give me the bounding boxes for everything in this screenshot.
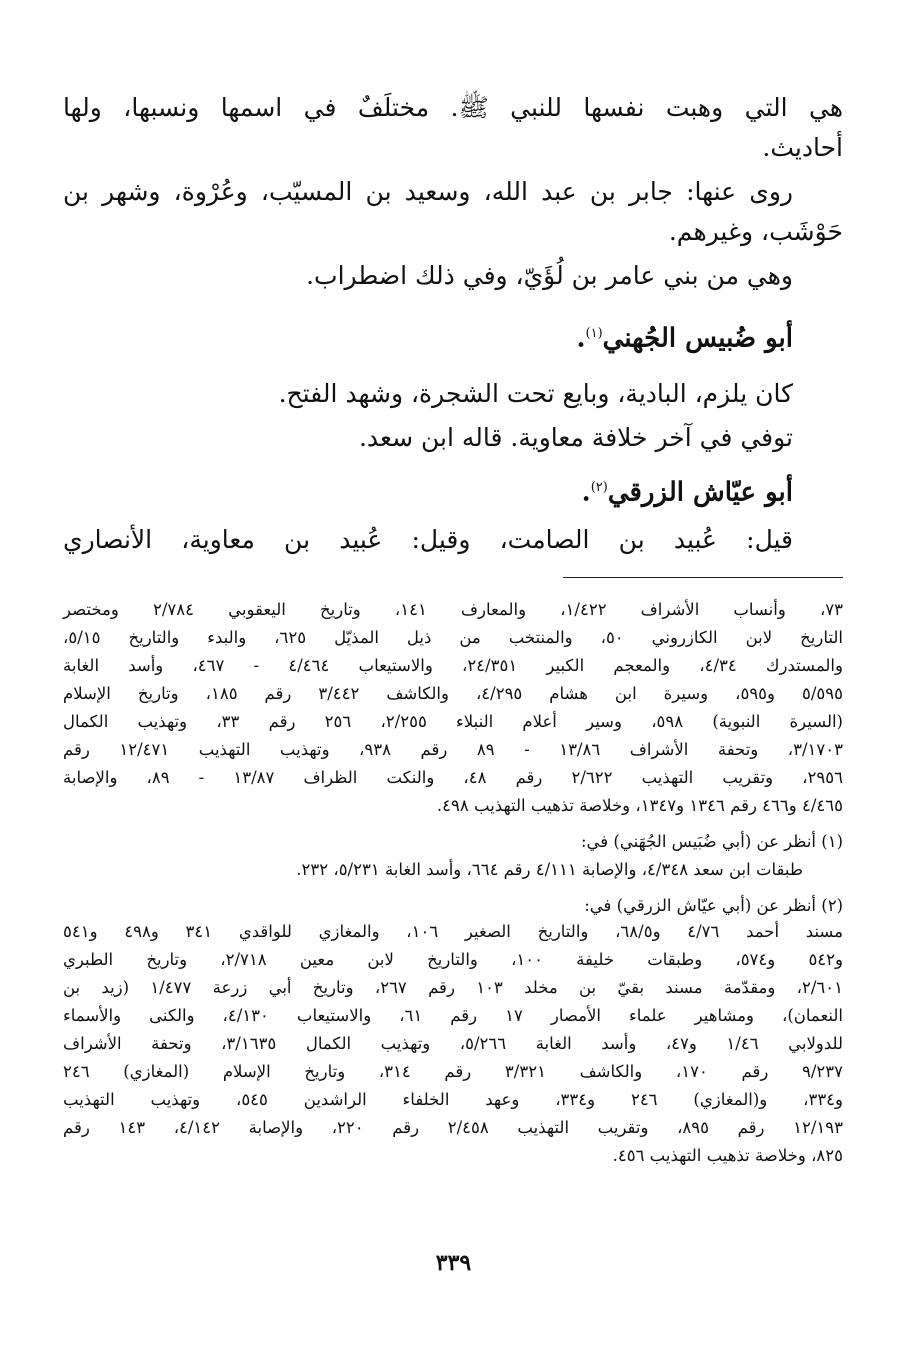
text-line: هي التي وهبت نفسها للنبي ﷺ. مختلَفٌ في اسمها ونسبها، ولها <box>63 93 843 122</box>
text-line: روى عنها: جابر بن عبد الله، وسعيد بن المسيّب، وعُرْوة، وشهر بن <box>63 177 793 206</box>
text-line: أحاديث. <box>762 133 843 162</box>
entry-heading <box>63 314 843 359</box>
footnote-line: (السيرة النبوية) ٥٩٨، وسير أعلام النبلاء ٢/٢٥٥، ٢٥٦ رقم ٣٣، وتهذيب الكمال <box>63 712 843 731</box>
footnote-line: ٣/١٧٠٣، وتحفة الأشراف ١٣/٨٦ - ٨٩ رقم ٩٣٨، وتهذيب التهذيب ١٢/٤٧١ رقم <box>63 740 843 759</box>
footnote-marker: (١) <box>585 326 603 341</box>
footnote-line: ١٢/١٩٣ رقم ٨٩٥، وتقريب التهذيب ٢/٤٥٨ رقم ٢٢٠، والإصابة ٤/١٤٢، ١٤٣ رقم <box>63 1118 843 1137</box>
entry-heading-name: أبو عيّاش الزرقي <box>607 477 793 508</box>
footnote-line: للدولابي ١/٤٦ و٤٧، وأسد الغابة ٥/٢٦٦، وتهذيب الكمال ٣/١٦٣٥، وتحفة الأشراف <box>63 1034 843 1053</box>
footnote-line: النعمان)، ومشاهير علماء الأمصار ١٧ رقم ٦١، والاستيعاب ٤/١٣٠، والكنى والأسماء <box>63 1006 843 1025</box>
footnote-line: ٤/٤٦٥ و٤٦٦ رقم ١٣٤٦ و١٣٤٧، وخلاصة تذهيب التهذيب ٤٩٨. <box>436 796 843 815</box>
footnote-line: التاريخ لابن الكازروني ٥٠، والمنتخب من ذيل المذيّل ٦٢٥، والبدء والتاريخ ٥/١٥، <box>63 628 843 647</box>
text-line: وهي من بني عامر بن لُؤَيّ، وفي ذلك اضطراب. <box>306 261 793 290</box>
footnote-line: و٣٣٤، و(المغازي) ٢٤٦ و٣٣٤، وعهد الخلفاء الراشدين ٥٤٥، وتهذيب التهذيب <box>63 1090 844 1109</box>
footnote-separator <box>563 577 843 578</box>
entry-heading-name: أبو ضُبيس الجُهني <box>602 323 793 354</box>
footnote-line: ٥/٥٩٥ و٥٩٥، وسيرة ابن هشام ٤/٢٩٥، والكاشف ٣/٤٤٢ رقم ١٨٥، وتاريخ الإسلام <box>63 684 844 703</box>
footnote-line: ٢٩٥٦، وتقريب التهذيب ٢/٦٢٢ رقم ٤٨، والنكت الظراف ١٣/٨٧ - ٨٩، والإصابة <box>63 768 843 787</box>
footnote-marker: (٢) <box>590 480 608 495</box>
footnote-line: و٥٤٢ و٥٧٤، وطبقات خليفة ١٠٠، والتاريخ لابن معين ٢/٧١٨، وتاريخ الطبري <box>63 950 843 969</box>
footnote-line: ٩/٢٣٧ رقم ١٧٠، والكاشف ٣/٣٢١ رقم ٣١٤، وتاريخ الإسلام (المغازي) ٢٤٦ <box>63 1062 843 1081</box>
text-line: كان يلزم، البادية، وبايع تحت الشجرة، وشهد الفتح. <box>278 379 793 408</box>
entry-heading <box>63 468 843 513</box>
text-line: حَوْشَب، وغيرهم. <box>668 217 843 246</box>
footnote-line: ٨٢٥، وخلاصة تذهيب التهذيب ٤٥٦. <box>612 1146 843 1165</box>
footnote-line: ٢/٦٠١، ومقدّمة مسند بقيّ بن مخلد ١٠٣ رقم ٢٦٧، وتاريخ أبي زرعة ١/٤٧٧ (زيد بن <box>63 978 843 997</box>
page-number: ٣٣٩ <box>435 1250 472 1276</box>
footnote-line: ٧٣، وأنساب الأشراف ١/٤٢٢، والمعارف ١٤١، وتاريخ اليعقوبي ٢/٧٨٤ ومختصر <box>63 600 843 619</box>
footnote-line: مسند أحمد ٤/٧٦ و٦٨/٥، والتاريخ الصغير ١٠٦، والمغازي للواقدي ٣٤١ و٤٩٨ و٥٤١ <box>63 922 843 941</box>
text-line: توفي في آخر خلافة معاوية. قاله ابن سعد. <box>358 423 793 452</box>
heading-period: . <box>581 477 591 508</box>
footnote-line: والمستدرك ٤/٣٤، والمعجم الكبير ٢٤/٣٥١، والاستيعاب ٤/٤٦٤ - ٤٦٧، وأسد الغابة <box>63 656 843 675</box>
heading-period: . <box>576 323 586 354</box>
text-line: قيل: عُبيد بن الصامت، وقيل: عُبيد بن معاوية، الأنصاري <box>63 525 793 554</box>
footnote-2-heading: (٢) أنظر عن (أبي عيّاش الزرقي) في: <box>584 896 843 915</box>
footnote-1-body: طبقات ابن سعد ٤/٣٤٨، والإصابة ٤/١١١ رقم ٦٦٤، وأسد الغابة ٥/٢٣١، ٢٣٢. <box>296 860 803 879</box>
footnote-1-heading: (١) أنظر عن (أبي ضُبَيس الجُهَني) في: <box>580 832 843 851</box>
